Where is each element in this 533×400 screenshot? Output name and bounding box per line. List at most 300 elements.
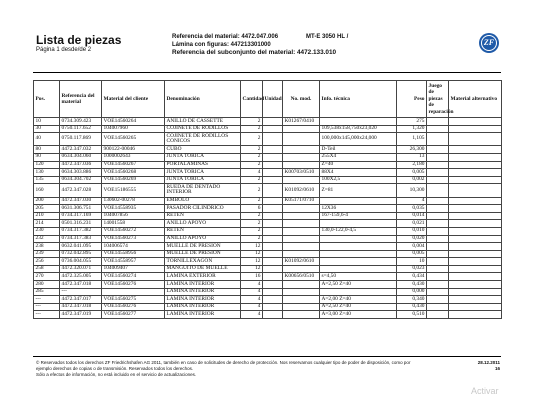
- cell-material-ref: 4472.347.032: [60, 146, 102, 154]
- table-row: [34, 146, 502, 154]
- cell-pos: 120: [34, 161, 60, 169]
- table-row: [34, 212, 502, 220]
- cell-customer-material: VOE14558956: [102, 250, 165, 258]
- cell-material-ref: 0734.317.383: [60, 235, 102, 243]
- cell-repair-kit: [427, 311, 449, 319]
- footer-line-2: ejemplo derechos de copias o de transmisión. Reservados todos los derechos.: [36, 366, 194, 371]
- col-quantity: Cantidad: [241, 81, 263, 118]
- cell-pos: ---: [34, 303, 60, 311]
- cell-description: EMBOLO: [165, 197, 241, 205]
- cell-unit: [263, 273, 283, 281]
- cell-material-ref: ---: [60, 288, 102, 296]
- cell-unit: [263, 227, 283, 235]
- cell-description: MUELLE DE PRESION: [165, 243, 241, 251]
- cell-material-ref: 4472.347.017: [60, 296, 102, 304]
- cell-customer-material: VOE14560269: [102, 176, 165, 184]
- cell-alt-material: [449, 281, 502, 289]
- cell-tech-info: [320, 250, 397, 258]
- cell-tech-info: 12X36: [320, 205, 397, 213]
- cell-repair-kit: [427, 205, 449, 213]
- cell-material-ref: 0750.117.652: [60, 125, 102, 133]
- cell-repair-kit: [427, 281, 449, 289]
- cell-tech-info: Z=40: [320, 161, 397, 169]
- cell-mod-no: [283, 153, 320, 161]
- cell-tech-info: [320, 235, 397, 243]
- cell-unit: [263, 133, 283, 146]
- header-divider: [33, 72, 501, 73]
- cell-customer-material: 14001558: [102, 220, 165, 228]
- cell-tech-info: 100,000x145,000x24,000: [320, 133, 397, 146]
- cell-unit: [263, 265, 283, 273]
- table-row: [34, 243, 502, 251]
- table-row: [34, 227, 502, 235]
- cell-description: LAMINA INTERIOR: [165, 303, 241, 311]
- cell-tech-info: 109,538x158,750x23,020: [320, 125, 397, 133]
- cell-pos: ---: [34, 296, 60, 304]
- cell-quantity: 2: [241, 176, 263, 184]
- zf-logo: [479, 33, 499, 53]
- table-row: [34, 258, 502, 266]
- table-row: [34, 220, 502, 228]
- cell-repair-kit: [427, 273, 449, 281]
- table-row: [34, 118, 502, 126]
- table-row: [34, 265, 502, 273]
- cell-alt-material: [449, 265, 502, 273]
- cell-description: MANGUITO DE MUELLE: [165, 265, 241, 273]
- table-row: [34, 176, 502, 184]
- cell-pos: ---: [34, 311, 60, 319]
- cell-pos: 160: [34, 184, 60, 197]
- cell-alt-material: [449, 212, 502, 220]
- cell-material-ref: 4472.325.005: [60, 273, 102, 281]
- cell-quantity: 12: [241, 258, 263, 266]
- cell-weight: 10: [397, 258, 427, 266]
- cell-pos: 30: [34, 125, 60, 133]
- cell-unit: [263, 176, 283, 184]
- cell-unit: [263, 125, 283, 133]
- cell-repair-kit: [427, 220, 449, 228]
- cell-repair-kit: [427, 133, 449, 146]
- cell-pos: 270: [34, 273, 60, 281]
- table-row: [34, 273, 502, 281]
- cell-description: CUBO: [165, 146, 241, 154]
- page-title: Lista de piezas: [36, 33, 122, 47]
- cell-weight: 26,300: [397, 146, 427, 154]
- cell-pos: 214: [34, 220, 60, 228]
- table-row: [34, 133, 502, 146]
- col-description: Denominación: [165, 81, 241, 118]
- cell-material-ref: 4472.320.071: [60, 265, 102, 273]
- cell-mod-no: [283, 161, 320, 169]
- cell-weight: 0,002: [397, 176, 427, 184]
- cell-unit: [263, 118, 283, 126]
- cell-pos: 285: [34, 288, 60, 296]
- cell-material-ref: 4472.347.018: [60, 303, 102, 311]
- cell-customer-material: VOE14560264: [102, 118, 165, 126]
- cell-customer-material: VOE14560274: [102, 273, 165, 281]
- cell-weight: 13: [397, 153, 427, 161]
- table-row: [34, 161, 502, 169]
- cell-unit: [263, 184, 283, 197]
- cell-quantity: 4: [241, 296, 263, 304]
- cell-description: RETEN: [165, 212, 241, 220]
- cell-weight: 1,105: [397, 133, 427, 146]
- footer-page-number: 16: [494, 366, 500, 371]
- cell-repair-kit: [427, 169, 449, 177]
- cell-mod-no: [283, 205, 320, 213]
- cell-repair-kit: [427, 250, 449, 258]
- cell-alt-material: [449, 311, 502, 319]
- cell-unit: [263, 250, 283, 258]
- cell-unit: [263, 153, 283, 161]
- cell-mod-no: K05171/0710: [283, 197, 320, 205]
- cell-material-ref: 0634.304.060: [60, 153, 102, 161]
- cell-weight: 4: [397, 197, 427, 205]
- col-material-ref: Referencia del material: [60, 81, 102, 118]
- cell-mod-no: [283, 227, 320, 235]
- cell-alt-material: [449, 250, 502, 258]
- cell-pos: 10: [34, 118, 60, 126]
- parts-table: [33, 80, 502, 319]
- cell-description: LAMINA INTERIOR: [165, 296, 241, 304]
- cell-mod-no: [283, 303, 320, 311]
- cell-weight: 0,430: [397, 303, 427, 311]
- logo-text: ZF: [483, 38, 495, 47]
- cell-customer-material: VOE14560275: [102, 296, 165, 304]
- cell-customer-material: 104007856: [102, 212, 165, 220]
- cell-quantity: 2: [241, 235, 263, 243]
- cell-repair-kit: [427, 197, 449, 205]
- cell-weight: 0,035: [397, 205, 427, 213]
- col-pos: Pos.: [34, 81, 60, 118]
- header-info: [172, 33, 422, 57]
- activation-watermark: Activar: [471, 386, 499, 396]
- cell-description: RETEN: [165, 227, 241, 235]
- cell-quantity: 2: [241, 184, 263, 197]
- table-row: [34, 303, 502, 311]
- cell-weight: 0,005: [397, 169, 427, 177]
- cell-mod-no: [283, 243, 320, 251]
- cell-customer-material: VOE14560272: [102, 227, 165, 235]
- cell-material-ref: 0631.306.751: [60, 205, 102, 213]
- cell-pos: 230: [34, 227, 60, 235]
- cell-quantity: 2: [241, 133, 263, 146]
- table-row: [34, 296, 502, 304]
- cell-pos: 40: [34, 133, 60, 146]
- cell-description: COJINETE DE RODILLOS: [165, 125, 241, 133]
- cell-weight: 275: [397, 118, 427, 126]
- cell-mod-no: [283, 125, 320, 133]
- cell-repair-kit: [427, 265, 449, 273]
- cell-material-ref: 0732.042.895: [60, 250, 102, 258]
- cell-material-ref: 0632.041.095: [60, 243, 102, 251]
- cell-pos: 256: [34, 258, 60, 266]
- cell-weight: 0,014: [397, 212, 427, 220]
- cell-quantity: 2: [241, 197, 263, 205]
- cell-description: ANILLO DE CASSETTE: [165, 118, 241, 126]
- cell-mod-no: [283, 220, 320, 228]
- cell-unit: [263, 258, 283, 266]
- cell-weight: 0,434: [397, 273, 427, 281]
- cell-description: JUNTA TORICA: [165, 176, 241, 184]
- cell-pos: 210: [34, 212, 60, 220]
- material-reference: Referencia del material: 4472.047.006: [172, 34, 279, 40]
- footer-line-1: © Reservados todos los derechos ZF Friedrichshafen AG 2011, también en caso de solicitudes de derecho de protección. Nos reservamos cualquier tipo de poder de disposición, como por: [36, 360, 411, 365]
- cell-mod-no: [283, 176, 320, 184]
- cell-weight: 2,180: [397, 161, 427, 169]
- cell-material-ref: 0736.004.055: [60, 258, 102, 266]
- cell-repair-kit: [427, 243, 449, 251]
- cell-weight: 0,021: [397, 220, 427, 228]
- cell-description: LAMINA INTERIOR: [165, 311, 241, 319]
- cell-alt-material: [449, 184, 502, 197]
- cell-material-ref: 0734.309.423: [60, 118, 102, 126]
- table-row: [34, 288, 502, 296]
- cell-tech-info: A=2,50 Z=40: [320, 303, 397, 311]
- cell-customer-material: VOE14560276: [102, 281, 165, 289]
- cell-alt-material: [449, 258, 502, 266]
- cell-repair-kit: [427, 288, 449, 296]
- cell-quantity: 2: [241, 161, 263, 169]
- cell-pos: 200: [34, 197, 60, 205]
- cell-material-ref: 0634.303.886: [60, 169, 102, 177]
- cell-description: JUNTA TORICA: [165, 169, 241, 177]
- col-mod-no: No. mod.: [283, 81, 320, 118]
- cell-mod-no: [283, 235, 320, 243]
- cell-tech-info: 130,0-122,0-4,5: [320, 227, 397, 235]
- cell-quantity: 12: [241, 243, 263, 251]
- cell-unit: [263, 205, 283, 213]
- cell-tech-info: 255X4: [320, 153, 397, 161]
- cell-pos: 239: [34, 250, 60, 258]
- cell-mod-no: K01092/0610: [283, 184, 320, 197]
- cell-pos: 130: [34, 169, 60, 177]
- cell-description: ANILLO APOYO: [165, 220, 241, 228]
- cell-weight: 0,000: [397, 288, 427, 296]
- cell-alt-material: [449, 296, 502, 304]
- cell-weight: 0,010: [397, 227, 427, 235]
- cell-mod-no: [283, 311, 320, 319]
- cell-mod-no: [283, 265, 320, 273]
- cell-customer-material: 104009407: [102, 265, 165, 273]
- cell-material-ref: 0734.317.169: [60, 212, 102, 220]
- cell-customer-material: VOE15186555: [102, 184, 165, 197]
- cell-tech-info: A=3,00 Z=40: [320, 311, 397, 319]
- cell-customer-material: VOE14560265: [102, 133, 165, 146]
- cell-repair-kit: [427, 303, 449, 311]
- cell-repair-kit: [427, 153, 449, 161]
- table-row: [34, 235, 502, 243]
- cell-alt-material: [449, 197, 502, 205]
- cell-weight: 0,004: [397, 243, 427, 251]
- model-label: MT-E 3050 HL /: [306, 34, 349, 40]
- cell-tech-info: 167-159,6-4: [320, 212, 397, 220]
- cell-material-ref: 4472.347.036: [60, 161, 102, 169]
- cell-material-ref: 4472.347.018: [60, 281, 102, 289]
- cell-unit: [263, 220, 283, 228]
- cell-unit: [263, 281, 283, 289]
- cell-tech-info: [320, 197, 397, 205]
- cell-alt-material: [449, 161, 502, 169]
- cell-mod-no: K00656/0510: [283, 273, 320, 281]
- table-row: [34, 197, 502, 205]
- cell-tech-info: [320, 265, 397, 273]
- cell-alt-material: [449, 273, 502, 281]
- footer-divider: [33, 356, 501, 357]
- cell-weight: 0,023: [397, 265, 427, 273]
- cell-alt-material: [449, 146, 502, 154]
- cell-quantity: 6: [241, 205, 263, 213]
- table-row: [34, 184, 502, 197]
- cell-pos: 258: [34, 265, 60, 273]
- cell-material-ref: 0734.317.382: [60, 227, 102, 235]
- cell-customer-material: VOE14558935: [102, 205, 165, 213]
- cell-tech-info: Z=81: [320, 184, 397, 197]
- cell-quantity: 4: [241, 311, 263, 319]
- cell-tech-info: [320, 258, 397, 266]
- cell-material-ref: 0501.316.231: [60, 220, 102, 228]
- footer-date: 28.12.2011: [477, 360, 500, 365]
- cell-customer-material: 130602-00278: [102, 197, 165, 205]
- cell-tech-info: 88X4: [320, 169, 397, 177]
- cell-quantity: 12: [241, 265, 263, 273]
- cell-mod-no: [283, 296, 320, 304]
- cell-description: PORTALAMINAS: [165, 161, 241, 169]
- table-row: [34, 250, 502, 258]
- cell-weight: 0,020: [397, 235, 427, 243]
- cell-unit: [263, 212, 283, 220]
- cell-quantity: 2: [241, 118, 263, 126]
- cell-quantity: 2: [241, 227, 263, 235]
- cell-mod-no: [283, 288, 320, 296]
- cell-repair-kit: [427, 227, 449, 235]
- table-row: [34, 311, 502, 319]
- footer-meta: [478, 360, 500, 372]
- cell-alt-material: [449, 153, 502, 161]
- col-alt-material: Material alternativo: [449, 81, 502, 118]
- cell-unit: [263, 235, 283, 243]
- cell-customer-material: 104007960: [102, 125, 165, 133]
- footer-line-3: Sólo a efectos de información, no está incluido en el servicio de actualizaciones.: [36, 372, 197, 377]
- cell-alt-material: [449, 118, 502, 126]
- cell-quantity: 4: [241, 303, 263, 311]
- cell-repair-kit: [427, 258, 449, 266]
- cell-description: ANILLO APOYO: [165, 235, 241, 243]
- cell-repair-kit: [427, 118, 449, 126]
- cell-customer-material: [102, 288, 165, 296]
- cell-material-ref: 4472.347.030: [60, 197, 102, 205]
- cell-mod-no: K01267/0410: [283, 118, 320, 126]
- cell-material-ref: 4472.347.028: [60, 184, 102, 197]
- cell-material-ref: 0634.304.702: [60, 176, 102, 184]
- cell-pos: 280: [34, 281, 60, 289]
- cell-mod-no: [283, 212, 320, 220]
- col-customer-material: Material del cliente: [102, 81, 165, 118]
- cell-mod-no: [283, 281, 320, 289]
- cell-pos: 90: [34, 153, 60, 161]
- col-tech-info: Info. técnica: [320, 81, 397, 118]
- cell-customer-material: VOE14560268: [102, 169, 165, 177]
- cell-customer-material: VOE14558957: [102, 258, 165, 266]
- cell-repair-kit: [427, 235, 449, 243]
- cell-alt-material: [449, 220, 502, 228]
- cell-unit: [263, 288, 283, 296]
- cell-repair-kit: [427, 184, 449, 197]
- cell-unit: [263, 146, 283, 154]
- cell-repair-kit: [427, 161, 449, 169]
- cell-alt-material: [449, 243, 502, 251]
- cell-customer-material: 1000002643: [102, 153, 165, 161]
- cell-description: LAMINA INTERIOR: [165, 281, 241, 289]
- cell-mod-no: [283, 146, 320, 154]
- cell-tech-info: s=4,50: [320, 273, 397, 281]
- cell-tech-info: A=2,50 Z=40: [320, 281, 397, 289]
- col-weight: Peso: [397, 81, 427, 118]
- cell-quantity: 2: [241, 146, 263, 154]
- cell-repair-kit: [427, 176, 449, 184]
- cell-unit: [263, 311, 283, 319]
- cell-quantity: 4: [241, 288, 263, 296]
- cell-unit: [263, 243, 283, 251]
- table-row: [34, 205, 502, 213]
- cell-description: RUEDA DE DENTADO INTERIOR: [165, 184, 241, 197]
- table-header-row: [34, 81, 502, 118]
- subassembly-reference: Referencia del subconjunto del material: 4472.133.010: [172, 49, 337, 56]
- cell-quantity: 16: [241, 273, 263, 281]
- col-unit: Unidad: [263, 81, 283, 118]
- cell-alt-material: [449, 288, 502, 296]
- cell-description: MUELLE DE PRESION: [165, 250, 241, 258]
- cell-pos: 238: [34, 243, 60, 251]
- cell-customer-material: 104006574: [102, 243, 165, 251]
- cell-mod-no: [283, 250, 320, 258]
- cell-alt-material: [449, 125, 502, 133]
- cell-unit: [263, 161, 283, 169]
- cell-pos: 80: [34, 146, 60, 154]
- cell-description: PASADOR CILINDRICO: [165, 205, 241, 213]
- cell-repair-kit: [427, 212, 449, 220]
- cell-description: LAMINA EXTERIOR: [165, 273, 241, 281]
- cell-tech-info: 100X2,5: [320, 176, 397, 184]
- col-repair-kit: Juego de piezas de reparación: [427, 81, 449, 118]
- cell-description: JUNTA TORICA: [165, 153, 241, 161]
- cell-tech-info: [320, 288, 397, 296]
- cell-weight: 1,320: [397, 125, 427, 133]
- footer-notice: [36, 360, 466, 378]
- cell-customer-material: VOE14560276: [102, 303, 165, 311]
- cell-quantity: 4: [241, 281, 263, 289]
- cell-weight: 0,510: [397, 311, 427, 319]
- cell-unit: [263, 197, 283, 205]
- cell-unit: [263, 303, 283, 311]
- cell-pos: 205: [34, 205, 60, 213]
- cell-alt-material: [449, 235, 502, 243]
- table-row: [34, 169, 502, 177]
- page-indicator: Página 1 desde/de 2: [36, 47, 92, 53]
- cell-tech-info: [320, 118, 397, 126]
- cell-quantity: 2: [241, 212, 263, 220]
- cell-description: LAMINA INTERIOR: [165, 288, 241, 296]
- cell-description: COJINETE DE RODILLOS CONICOS: [165, 133, 241, 146]
- table-row: [34, 153, 502, 161]
- cell-mod-no: K00703/0510: [283, 169, 320, 177]
- cell-quantity: 12: [241, 250, 263, 258]
- cell-mod-no: [283, 133, 320, 146]
- cell-alt-material: [449, 205, 502, 213]
- cell-unit: [263, 296, 283, 304]
- cell-customer-material: VOE14560277: [102, 311, 165, 319]
- cell-weight: 0,340: [397, 296, 427, 304]
